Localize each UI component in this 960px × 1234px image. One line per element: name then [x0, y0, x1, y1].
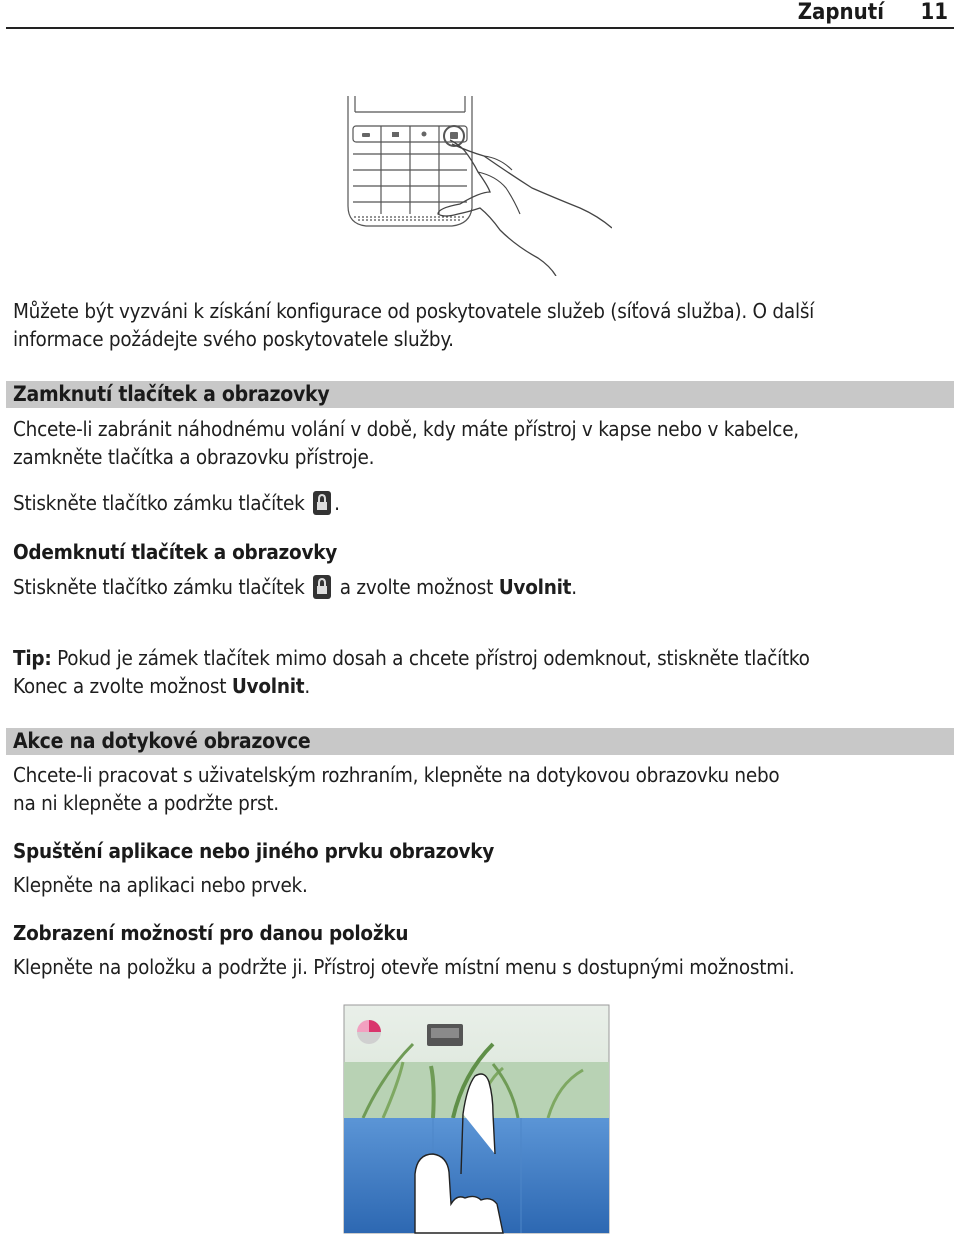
lock-press-end: . [334, 491, 340, 515]
phone-lock-key-illustration [340, 96, 612, 276]
section-title: Zapnutí [797, 0, 884, 25]
options-body: Klepněte na položku a podržte ji. Přístroj otevře místní menu s dostupnými možnostmi. [13, 955, 795, 979]
launch-body: Klepněte na aplikaci nebo prvek. [13, 873, 308, 897]
lock-press-text: Stiskněte tlačítko zámku tlačítek [13, 491, 305, 515]
touch-body-line-1: Chcete-li pracovat s uživatelským rozhraním, klepněte na dotykovou obrazovku nebo [13, 763, 780, 787]
tip-line-1 [13, 644, 955, 672]
unlock-select-text: a zvolte možnost [339, 575, 494, 599]
touchscreen-tap-illustration [343, 1004, 610, 1234]
page-header [6, 0, 954, 29]
options-title: Zobrazení možností pro danou položku [13, 921, 409, 945]
unlock-press-text: Stiskněte tlačítko zámku tlačítek [13, 575, 305, 599]
tip-line-2 [13, 672, 955, 700]
lock-section-title: Zamknutí tlačítek a obrazovky [13, 382, 330, 406]
intro-line-1: Můžete být vyzváni k získání konfigurace od poskytovatele služeb (síťová služba). O další [13, 299, 815, 323]
touch-section-title: Akce na dotykové obrazovce [13, 729, 311, 753]
tip-end: . [304, 674, 310, 698]
tip-option: Uvolnit [231, 674, 305, 698]
lock-icon [312, 574, 332, 600]
section-band-lock [6, 381, 954, 408]
touch-body-line-2: na ni klepněte a podržte prst. [13, 791, 279, 815]
tip-text-2: Konec a zvolte možnost [13, 674, 227, 698]
lock-body-line-1: Chcete-li zabránit náhodnému volání v době, kdy máte přístroj v kapse nebo v kabelce, [13, 417, 799, 441]
unlock-section-title: Odemknutí tlačítek a obrazovky [13, 540, 338, 564]
lock-icon [312, 490, 332, 516]
lock-body-line-2: zamkněte tlačítka a obrazovku přístroje. [13, 445, 375, 469]
unlock-instruction [13, 573, 955, 601]
launch-title: Spuštění aplikace nebo jiného prvku obrazovky [13, 839, 495, 863]
unlock-end: . [571, 575, 577, 599]
lock-press-instruction [13, 489, 955, 517]
tip-label: Tip: [13, 646, 52, 670]
tip-text-1: Pokud je zámek tlačítek mimo dosah a chcete přístroj odemknout, stiskněte tlačítko [57, 646, 810, 670]
page-number: 11 [920, 0, 948, 25]
section-band-touch [6, 728, 954, 755]
intro-line-2: informace požádejte svého poskytovatele služby. [13, 327, 454, 351]
unlock-option: Uvolnit [498, 575, 572, 599]
